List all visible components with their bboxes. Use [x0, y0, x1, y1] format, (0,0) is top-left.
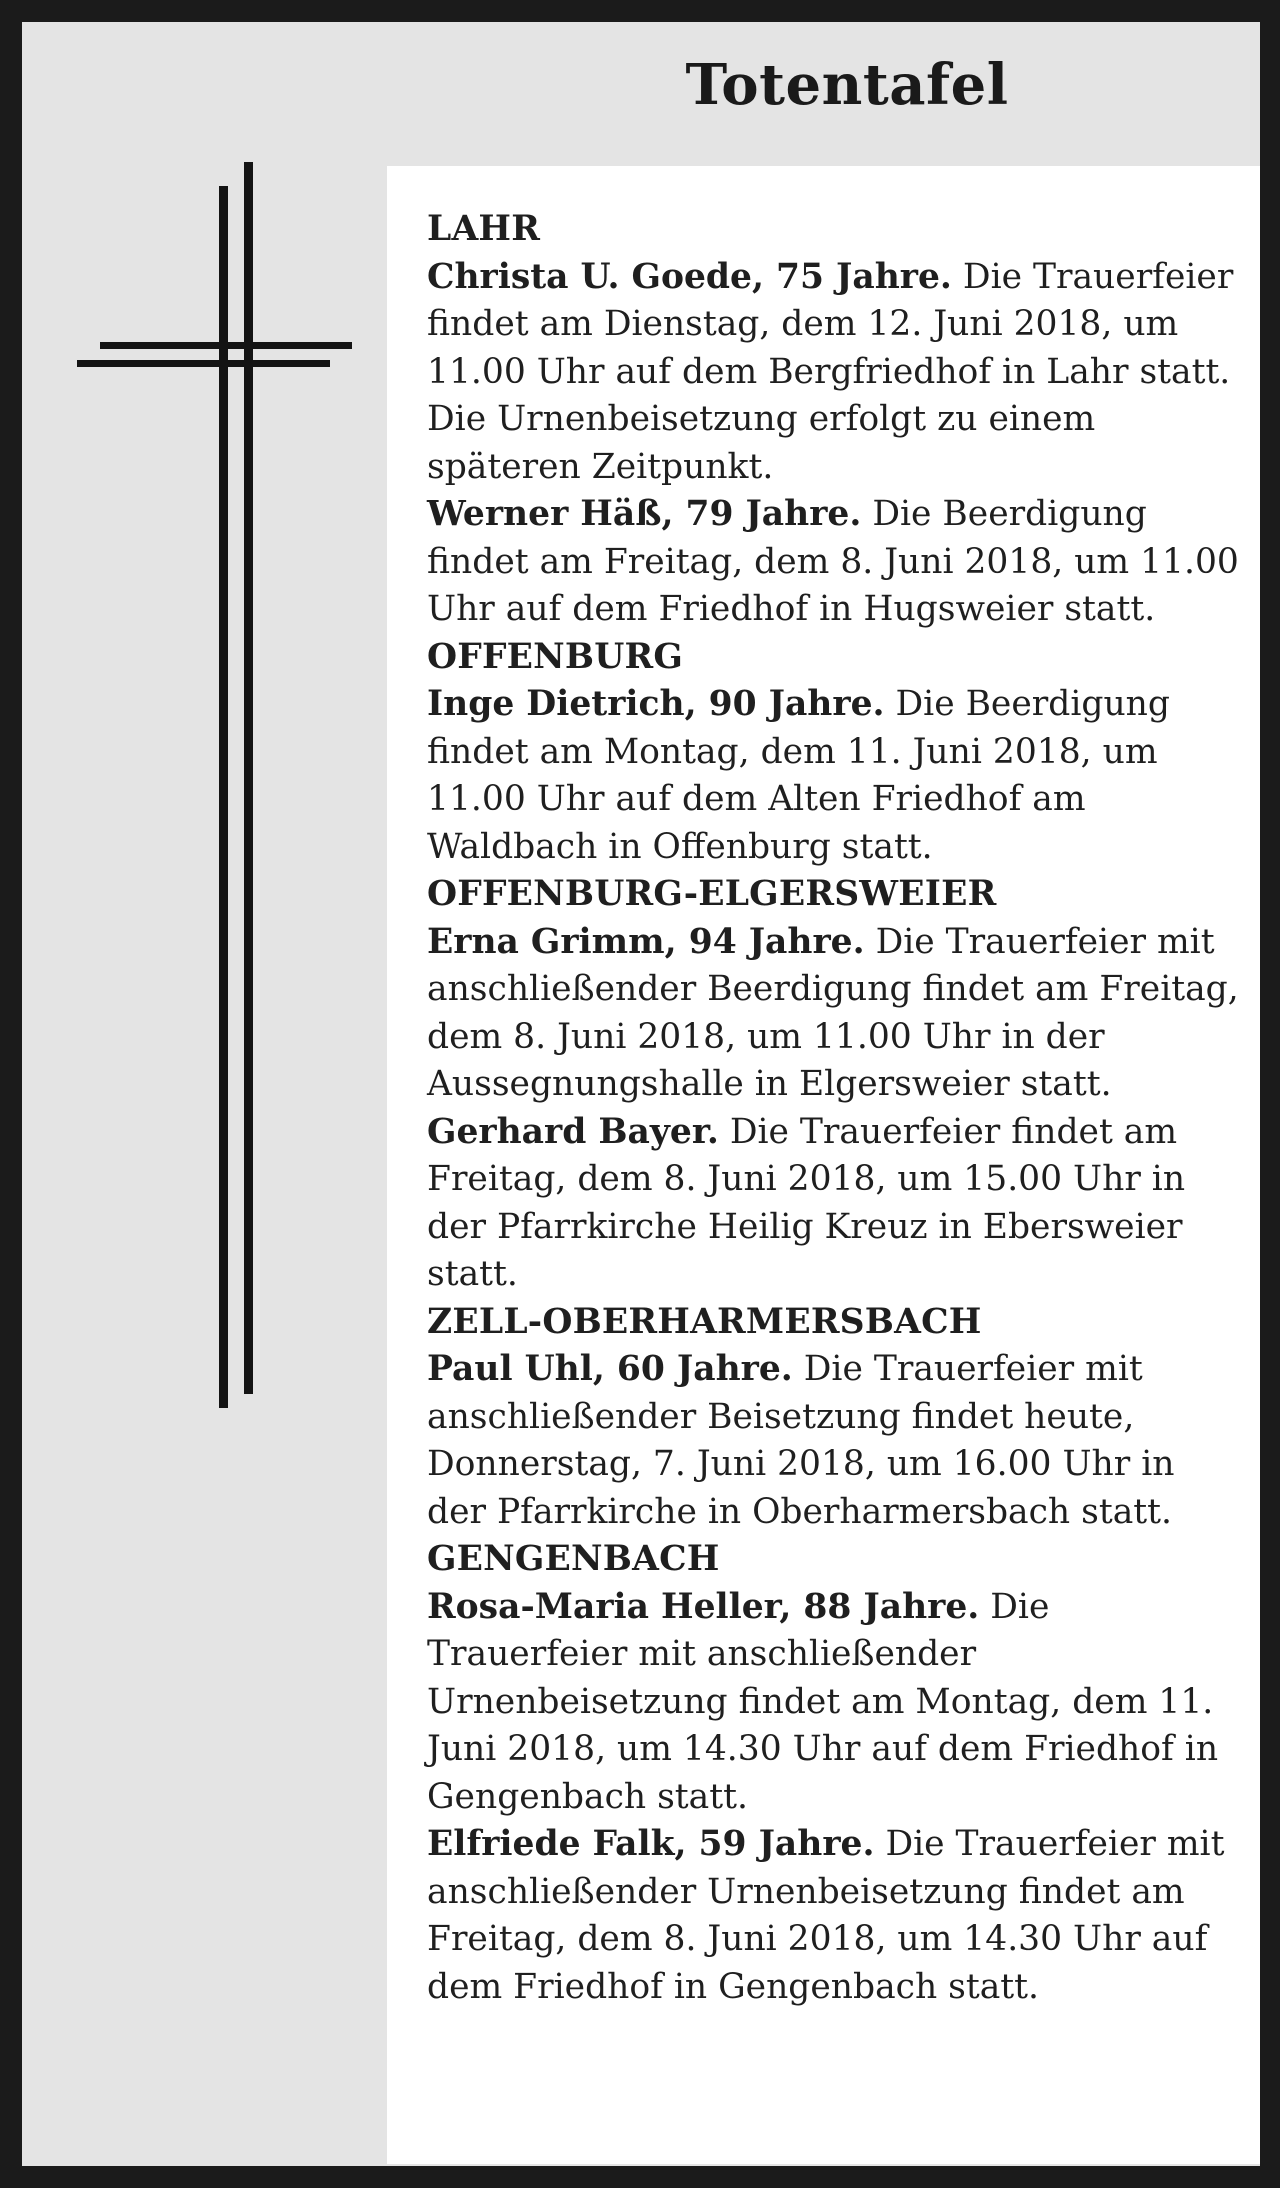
deceased-name: Elfriede Falk, 59 Jahre. [427, 1824, 875, 1864]
ceremony-details: Die Trauerfeier mit anschließender Urnenbeisetzung findet am Freitag, dem 8. Juni 2018, um 14.30 Uhr auf dem Friedhof in Gengenbach statt. [427, 1824, 1225, 2007]
cross-icon [52, 162, 352, 1422]
cross-vertical-bar-left [219, 186, 228, 1408]
ceremony-details: Die Beerdigung findet am Freitag, dem 8. Juni 2018, um 11.00 Uhr auf dem Friedhof in Hugsweier statt. [427, 494, 1239, 629]
obituary-entry [427, 1584, 1240, 1822]
deceased-name: Rosa-Maria Heller, 88 Jahre. [427, 1586, 980, 1627]
obituary-entry [427, 491, 1240, 634]
obituary-list [387, 166, 1260, 2164]
obituary-entry [427, 1346, 1240, 1536]
obituary-entry [427, 919, 1240, 1109]
section-place-heading: OFFENBURG [427, 636, 684, 677]
deceased-name: Werner Häß, 79 Jahre. [427, 494, 862, 534]
ceremony-details: Die Trauerfeier mit anschließender Beisetzung findet heute, Donnerstag, 7. Juni 2018, um 16.00 Uhr in der Pfarrkirche in Oberharmersbach statt. [427, 1349, 1175, 1532]
deceased-name: Paul Uhl, 60 Jahre. [427, 1349, 793, 1389]
section-place-heading: ZELL-OBERHARMERSBACH [427, 1301, 982, 1342]
page-title: Totentafel [685, 52, 1009, 118]
section-place-heading: GENGENBACH [427, 1539, 720, 1579]
obituary-panel [22, 22, 1260, 2166]
cross-horizontal-bar-bottom [77, 360, 330, 367]
obituary-entry [427, 254, 1240, 492]
obituary-entry [427, 681, 1240, 871]
section-place-heading: LAHR [427, 209, 541, 249]
ceremony-details: Die Trauerfeier mit anschließender Urnenbeisetzung findet am Montag, dem 11. Juni 2018, um 14.30 Uhr auf dem Friedhof in Gengenbach statt. [427, 1586, 1219, 1817]
obituary-entry [427, 1821, 1240, 2011]
deceased-name: Erna Grimm, 94 Jahre. [427, 921, 865, 962]
deceased-name: Gerhard Bayer. [427, 1111, 719, 1152]
deceased-name: Inge Dietrich, 90 Jahre. [427, 684, 885, 724]
cross-horizontal-bar-top [100, 342, 352, 349]
section-place-heading: OFFENBURG-ELGERSWEIER [427, 874, 997, 914]
ceremony-details: Die Trauerfeier mit anschließender Beerdigung findet am Freitag, dem 8. Juni 2018, um 11.00 Uhr in der Aussegnungshalle in Elgersweier statt. [427, 921, 1239, 1104]
ceremony-details: Die Beerdigung findet am Montag, dem 11. Juni 2018, um 11.00 Uhr auf dem Alten Friedhof am Waldbach in Offenburg statt. [427, 684, 1170, 867]
ceremony-details: Die Trauerfeier findet am Dienstag, dem 12. Juni 2018, um 11.00 Uhr auf dem Bergfriedhof in Lahr statt. Die Urnenbeisetzung erfolgt zu einem späteren Zeitpunkt. [427, 256, 1234, 487]
obituary-entry [427, 1109, 1240, 1299]
ceremony-details: Die Trauerfeier findet am Freitag, dem 8. Juni 2018, um 15.00 Uhr in der Pfarrkirche Heilig Kreuz in Ebersweier statt. [427, 1111, 1186, 1294]
deceased-name: Christa U. Goede, 75 Jahre. [427, 256, 952, 297]
